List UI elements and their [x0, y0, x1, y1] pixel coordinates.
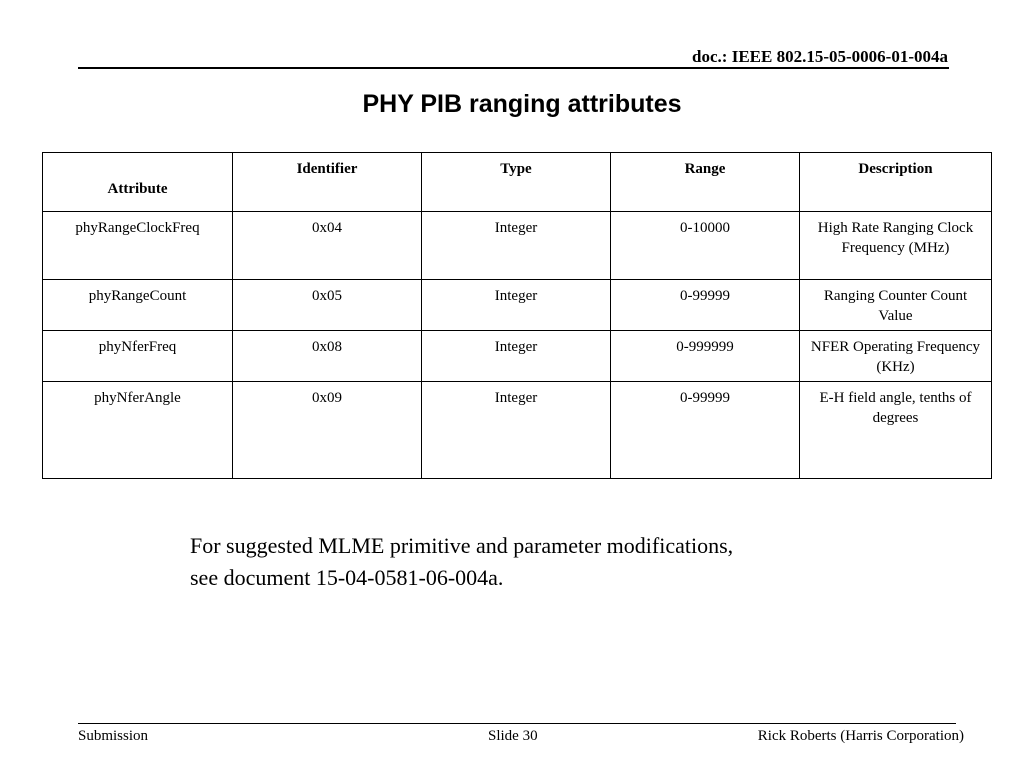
cell-identifier: 0x08: [233, 331, 422, 382]
slide-title: PHY PIB ranging attributes: [362, 90, 682, 118]
reference-note: [190, 530, 850, 594]
header-description: Description: [800, 153, 992, 212]
header-type: Type: [422, 153, 611, 212]
cell-identifier: 0x09: [233, 382, 422, 479]
cell-range: 0-99999: [611, 280, 800, 331]
table-row: [43, 382, 992, 479]
header-attribute: Attribute: [43, 153, 233, 212]
cell-description: E-H field angle, tenths of degrees: [800, 382, 992, 479]
footer-author: Rick Roberts (Harris Corporation): [757, 728, 964, 744]
header-range: Range: [611, 153, 800, 212]
cell-attribute: phyRangeCount: [43, 280, 233, 331]
cell-range: 0-10000: [611, 212, 800, 280]
cell-type: Integer: [422, 331, 611, 382]
cell-range: 0-999999: [611, 331, 800, 382]
cell-attribute: phyNferAngle: [43, 382, 233, 479]
note-line-1: For suggested MLME primitive and parameter modifications,: [190, 533, 734, 558]
cell-range: 0-99999: [611, 382, 800, 479]
cell-identifier: 0x04: [233, 212, 422, 280]
footer-slide-number: Slide 30: [488, 728, 538, 744]
cell-description: Ranging Counter Count Value: [800, 280, 992, 331]
footer-submission: Submission: [78, 728, 149, 744]
cell-identifier: 0x05: [233, 280, 422, 331]
header-identifier: Identifier: [233, 153, 422, 212]
table-row: [43, 212, 992, 280]
cell-description: High Rate Ranging Clock Frequency (MHz): [800, 212, 992, 280]
footer-divider: [78, 723, 956, 724]
cell-attribute: phyNferFreq: [43, 331, 233, 382]
header-divider: [78, 67, 949, 69]
cell-type: Integer: [422, 382, 611, 479]
note-line-2: see document 15-04-0581-06-004a.: [190, 565, 504, 590]
cell-type: Integer: [422, 280, 611, 331]
table-header-row: [43, 153, 992, 212]
table-row: [43, 280, 992, 331]
cell-attribute: phyRangeClockFreq: [43, 212, 233, 280]
attributes-table: [42, 152, 992, 479]
cell-description: NFER Operating Frequency (KHz): [800, 331, 992, 382]
cell-type: Integer: [422, 212, 611, 280]
document-id: doc.: IEEE 802.15-05-0006-01-004a: [692, 47, 948, 66]
table-row: [43, 331, 992, 382]
